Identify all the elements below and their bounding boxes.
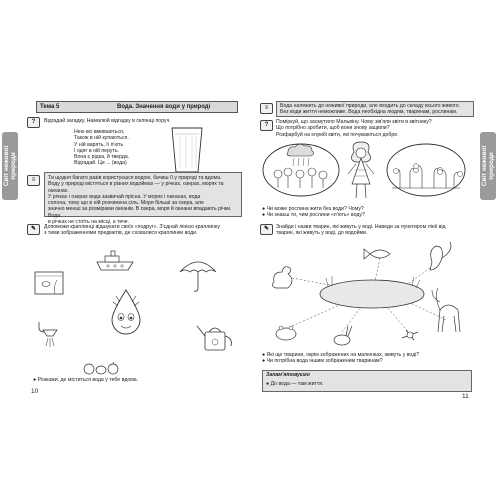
bullet-text: Розкажи, де міститься вода у тебе вдома. (37, 377, 139, 383)
q1-bullet: Чи знаєш ти, чим рослини «п'ють» воду? (266, 212, 365, 219)
umbrella-illustration (178, 258, 218, 294)
bullet-dot: ● (33, 377, 38, 383)
animals-pond-illustration (262, 240, 472, 352)
q1-text (276, 119, 472, 138)
task-line: з тими зображеннями предметів, де сховалися краплинки води. (44, 230, 198, 237)
remember-box (262, 370, 472, 392)
water-drop-character (106, 288, 146, 338)
aquarium-illustration (33, 268, 65, 296)
side-tab-label: Світ неживої природи (3, 145, 17, 187)
book-icon: ≡ (260, 103, 273, 114)
riddle-line: Також в ній купаються. (74, 135, 129, 142)
topic-header (36, 101, 238, 113)
pencil-icon: ✎ (260, 224, 273, 235)
watering-can-illustration (195, 322, 237, 352)
q1-bullet: Чи може рослина жити без води? Чому? (266, 206, 364, 212)
book-icon: ≡ (27, 175, 40, 186)
page-number-right: 11 (462, 393, 469, 400)
q2-line: Знайди і назви тварин, які живуть у воді. Наведи за пунктиром лінії від (276, 224, 446, 230)
fruits-illustration (82, 362, 122, 376)
boat-illustration (95, 250, 135, 272)
info-line: Вода належить до неживої природи, але входить до складу всього живого. (280, 103, 461, 109)
side-tab-right (480, 132, 496, 200)
topic-label: Тема 5 (40, 103, 60, 110)
riddle-line: Нею всі вмиваються, (74, 129, 125, 135)
left-bullet (33, 377, 233, 383)
info-line: Воду у природі містяться в різних водоймах — у річках, озерах, морях та океанах. (48, 181, 224, 194)
info-line: значно менші за розмірами океанів. В озера, моря й океани впадають річки. Вода (48, 206, 232, 219)
glass-illustration (170, 126, 204, 174)
q1-line: Розфарбуй на клумбі квіти, які почуваються добре. (276, 131, 399, 138)
info-line: У річках і озерах вода зазвичай прісна. У морях і океанах, вода (48, 193, 201, 200)
riddle-intro: Відгадай загадку. Намалюй відгадку в склянці поруч. (44, 118, 171, 124)
q1-line: Що потрібно зробити, щоб вони знову зацвіли? (276, 125, 390, 132)
task-text (44, 224, 239, 237)
q2-line: тварин, які живуть у воді, до водойми. (276, 230, 368, 237)
info-line: Без води життя неможливе. Вода необхідна людям, тваринам, рослинам. (280, 109, 458, 116)
riddle-line: І одяг в ній перуть. (74, 147, 120, 154)
topic-title: Вода. Значення води у природі (117, 103, 211, 110)
riddle-icon: ? (27, 117, 40, 128)
remember-text: ● До вода — там життя. (266, 381, 324, 387)
info-box-left (44, 172, 242, 226)
side-tab-label: Світ неживої природи (481, 145, 495, 187)
pencil-icon: ✎ (27, 224, 40, 235)
watered-flowerbed-illustration (262, 142, 340, 198)
info-line: Ти щодня багато разів користуєшся водою, бачиш її у природі та вдома. (48, 175, 222, 181)
task-line: Допоможи краплинці відшукати своїх «подруг». З'єднай лінією краплинку (44, 224, 220, 230)
side-tab-left (2, 132, 18, 200)
riddle-line: У ній варять, її п'ють (74, 141, 124, 148)
riddle-line: Вона є рідка, й тверда. (74, 154, 130, 161)
riddle-line: Відгадай. Це ... (вода) (74, 160, 127, 167)
q2-bullet: Чи потрібна вода іншим зображеним тваринам? (266, 358, 383, 365)
info-line: в річках не стоїть на місці, а тече. (48, 219, 130, 226)
wilted-flowerbed-illustration (386, 142, 466, 198)
question-eye-icon: ? (260, 120, 273, 131)
malvina-illustration (344, 140, 378, 202)
q2-bullet: Які ще тварини, окрім зображених на малюнках, живуть у воді? (266, 352, 420, 358)
page-number-left: 10 (31, 388, 39, 395)
info-box-right (276, 101, 474, 117)
q2-text (276, 224, 472, 237)
q1-bullets: ● Чи може рослина жити без води? Чому? ● Чи знаєш ти, чим рослини «п'ють» воду? (262, 206, 365, 219)
shower-illustration (35, 320, 61, 350)
q2-bullets: ● Які ще тварини, окрім зображених на малюнках, живуть у воді? ● Чи потрібна вода іншим зображеним тваринам? (262, 352, 420, 365)
info-line: солона, тому що в ній розчинена сіль. Моря більші за озера, але (48, 200, 204, 207)
remember-title: Запам'ятовуємо (266, 372, 310, 378)
q1-line: Поміркуй, що засмутило Мальвіну. Чому зів'яли квіти в квітнику? (276, 119, 432, 125)
